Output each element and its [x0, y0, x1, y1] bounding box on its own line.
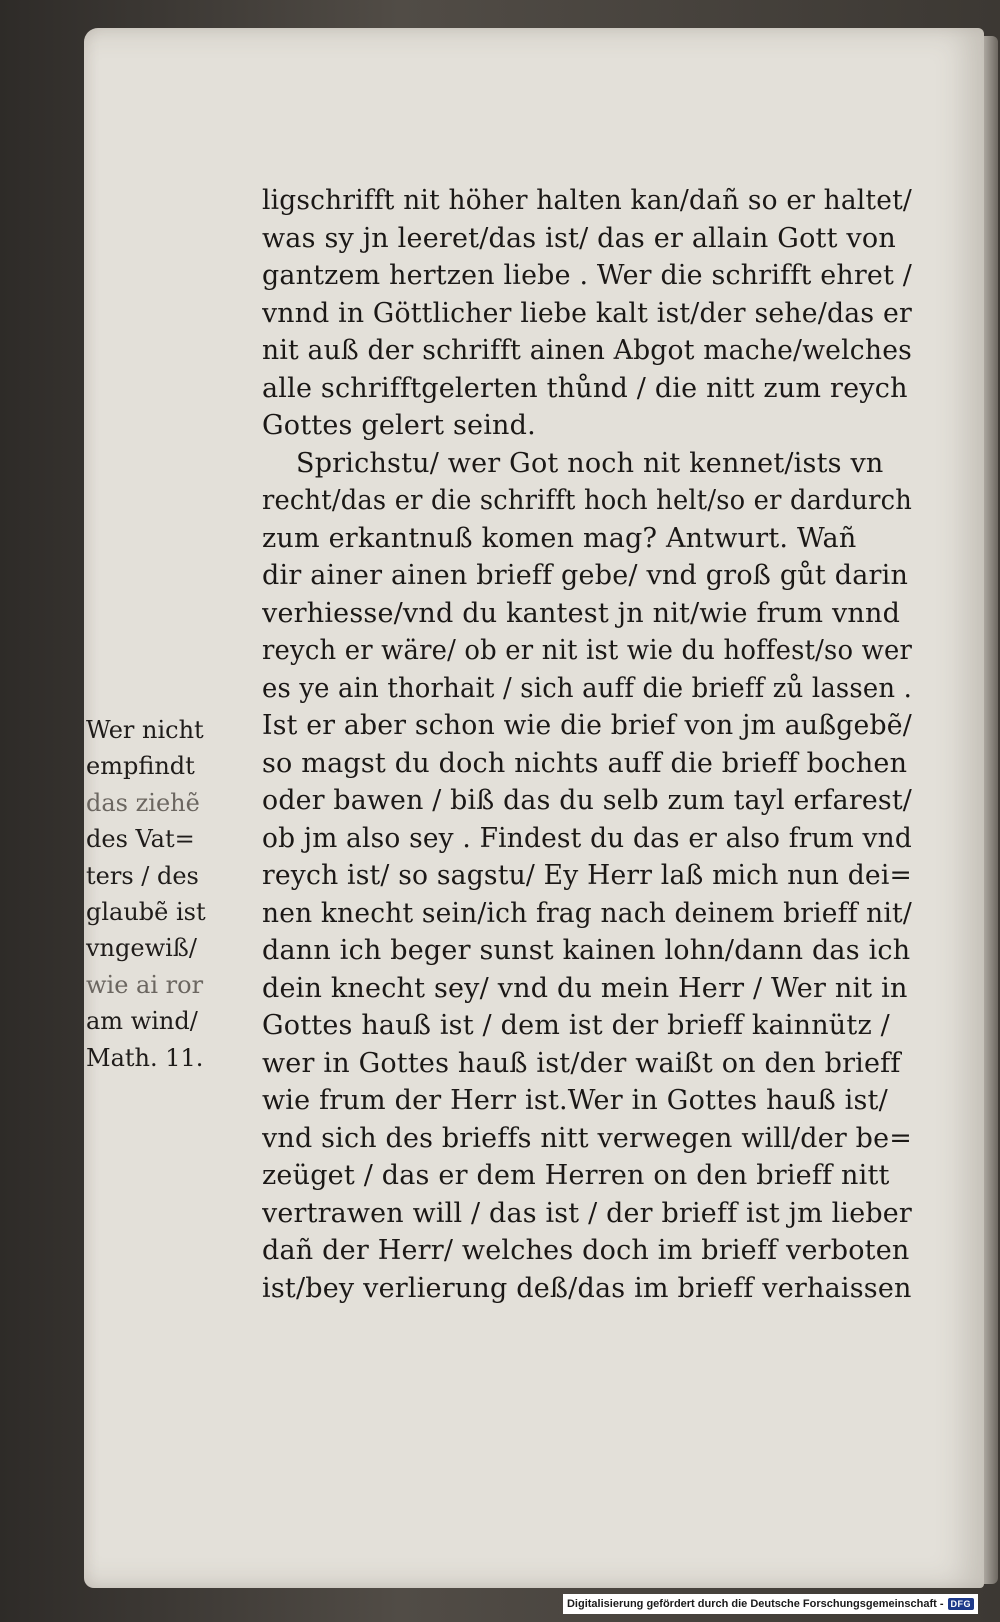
- dfg-logo-icon: DFG: [948, 1598, 975, 1610]
- body-line: gantzem hertzen liebe . Wer die schrifft ehret /: [262, 260, 912, 291]
- body-line: wie frum der Herr ist.Wer in Gottes hauß ist/: [262, 1085, 888, 1116]
- margin-note-line: empfindt: [86, 752, 195, 781]
- body-text: [262, 182, 962, 1307]
- margin-note: [86, 712, 246, 1076]
- margin-note-line: wie ai ror: [86, 970, 204, 999]
- body-line: alle schrifftgelerten thůnd / die nitt zum reych: [262, 372, 908, 404]
- body-line: wer in Gottes hauß ist/der waißt on den brieff: [262, 1047, 901, 1079]
- body-line: so magst du doch nichts auff die brieff bochen: [262, 747, 908, 779]
- margin-note-line: Math. 11.: [86, 1043, 204, 1072]
- body-line: Sprichstu/ wer Got noch nit kennet/ists vn: [296, 447, 884, 479]
- body-line: zeüget / das er dem Herren on den brieff nitt: [262, 1160, 890, 1191]
- body-line: dañ der Herr/ welches doch im brieff verboten: [262, 1235, 910, 1266]
- margin-note-line: des Vat=: [86, 825, 195, 854]
- margin-note-line: vngewiß/: [86, 934, 197, 963]
- body-line: reych er wäre/ ob er nit ist wie du hoffest/so wer: [262, 635, 912, 666]
- body-line: ist/bey verlierung deß/das im brieff verhaissen: [262, 1272, 912, 1304]
- digitization-credit: [563, 1594, 978, 1614]
- body-line: Gottes hauß ist / dem ist der brieff kainnütz /: [262, 1010, 890, 1041]
- body-line: dein knecht sey/ vnd du mein Herr / Wer nit in: [262, 972, 908, 1004]
- margin-note-line: am wind/: [86, 1007, 198, 1036]
- margin-note-line: Wer nicht: [86, 716, 204, 744]
- body-line: nit auß der schrifft ainen Abgot mache/welches: [262, 335, 912, 366]
- body-line: ligschrifft nit höher halten kan/dañ so er haltet/: [262, 185, 912, 216]
- body-line: vertrawen will / das ist / der brieff ist jm lieber: [262, 1197, 912, 1229]
- body-line: vnnd in Göttlicher liebe kalt ist/der sehe/das er: [262, 297, 912, 329]
- body-line: nen knecht sein/ich frag nach deinem brieff nit/: [262, 897, 912, 929]
- body-line: dann ich beger sunst kainen lohn/dann das ich: [262, 935, 911, 966]
- body-line: Ist er aber schon wie die brief von jm außgebẽ/: [262, 710, 912, 741]
- body-line: vnd sich des brieffs nitt verwegen will/der be=: [262, 1122, 912, 1154]
- margin-note-line: das ziehẽ: [86, 788, 200, 817]
- margin-note-line: ters / des: [86, 861, 199, 890]
- body-line: ob jm also sey . Findest du das er also frum vnd: [262, 822, 912, 854]
- body-line: dir ainer ainen brieff gebe/ vnd groß gůt darin: [262, 560, 909, 591]
- margin-note-line: glaubẽ ist: [86, 897, 206, 926]
- credit-text: Digitalisierung gefördert durch die Deutsche Forschungsgemeinschaft -: [566, 1598, 944, 1610]
- body-line: recht/das er die schrifft hoch helt/so er dardurch: [262, 485, 912, 516]
- body-line: was sy jn leeret/das ist/ das er allain Gott von: [262, 222, 896, 254]
- body-line: es ye ain thorhait / sich auff die brieff zů lassen .: [262, 672, 912, 704]
- body-line: verhiesse/vnd du kantest jn nit/wie frum vnnd: [262, 597, 901, 629]
- body-line: Gottes gelert seind.: [262, 410, 536, 441]
- body-line: reych ist/ so sagstu/ Ey Herr laß mich nun dei=: [262, 860, 912, 891]
- body-line: oder bawen / biß das du selb zum tayl erfarest/: [262, 785, 912, 816]
- body-line: zum erkantnuß komen mag? Antwurt. Wañ: [262, 522, 857, 554]
